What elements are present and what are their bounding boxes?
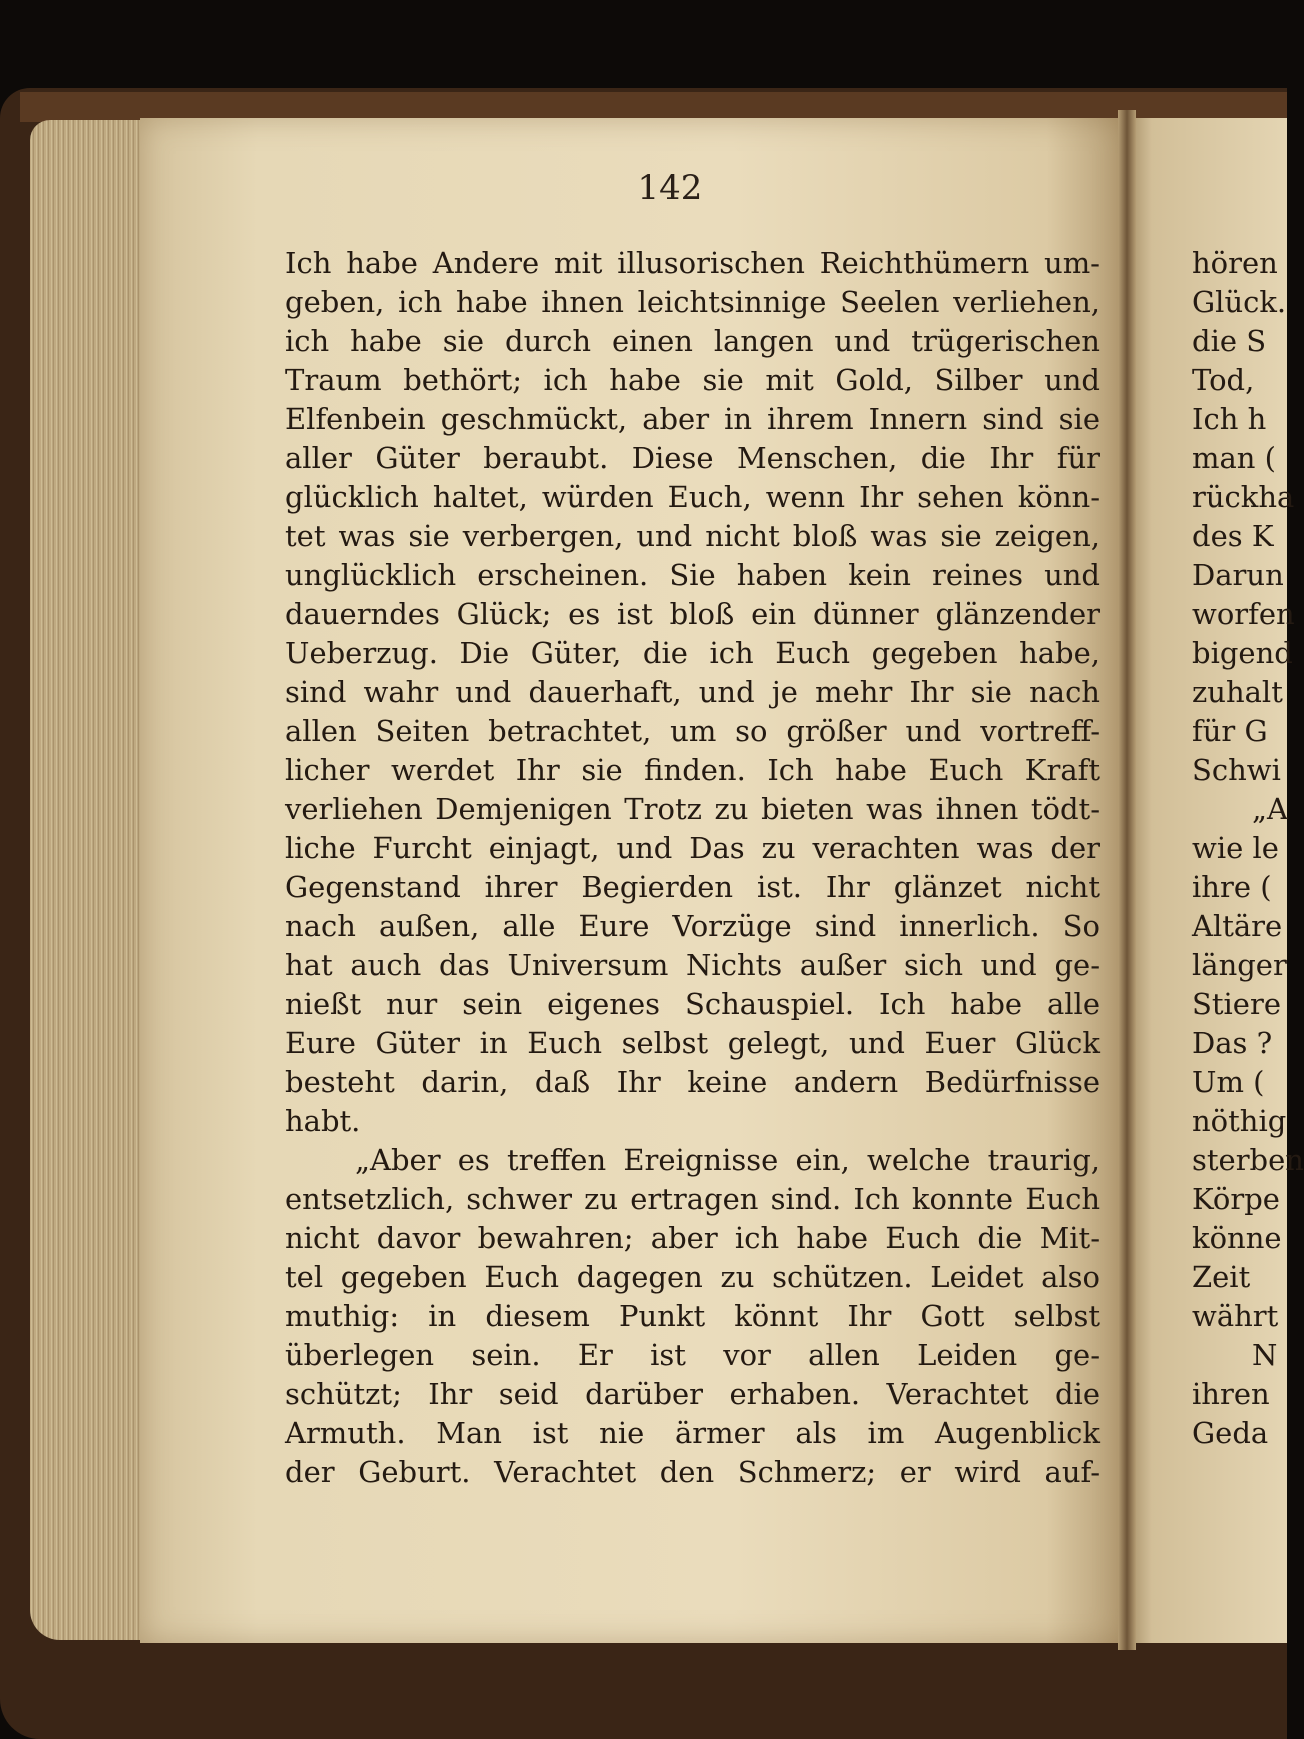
text-line: tel gegeben Euch dagegen zu schützen. Leidet also: [285, 1260, 1100, 1294]
text-line: besteht darin, daß Ihr keine andern Bedürfnisse: [285, 1065, 1100, 1099]
text-line: „A: [1252, 792, 1288, 826]
text-line: Zeit: [1192, 1260, 1251, 1294]
text-line: licher werdet Ihr sie finden. Ich habe Euch Kraft: [285, 753, 1100, 787]
text-line: länger: [1192, 948, 1287, 982]
text-line: wie le: [1192, 831, 1279, 865]
text-line: rückha: [1192, 480, 1295, 514]
text-line: nießt nur sein eigenes Schauspiel. Ich habe alle: [285, 987, 1100, 1021]
text-line: Das ?: [1192, 1026, 1273, 1060]
text-line: entsetzlich, schwer zu ertragen sind. Ich konnte Euch: [285, 1182, 1100, 1216]
text-line: sterben: [1192, 1143, 1304, 1177]
text-line: glücklich haltet, würden Euch, wenn Ihr sehen könn-: [285, 480, 1100, 514]
text-line: überlegen sein. Er ist vor allen Leiden ge-: [285, 1338, 1100, 1372]
text-line: nicht davor bewahren; aber ich habe Euch die Mit-: [285, 1221, 1100, 1255]
text-line: geben, ich habe ihnen leichtsinnige Seelen verliehen,: [285, 285, 1100, 319]
text-line: Ich habe Andere mit illusorischen Reichthümern um-: [285, 246, 1100, 280]
text-line: sind wahr und dauerhaft, und je mehr Ihr sie nach: [285, 675, 1100, 709]
text-line: man (: [1192, 441, 1276, 475]
text-line: aller Güter beraubt. Diese Menschen, die Ihr für: [285, 441, 1100, 475]
text-line: Elfenbein geschmückt, aber in ihrem Innern sind sie: [285, 402, 1100, 436]
text-line: liche Furcht einjagt, und Das zu verachten was der: [285, 831, 1100, 865]
text-line: habt.: [285, 1104, 361, 1138]
text-line: nöthig: [1192, 1104, 1287, 1138]
text-line: Armuth. Man ist nie ärmer als im Augenblick: [285, 1416, 1100, 1450]
text-line: schützt; Ihr seid darüber erhaben. Verachtet die: [285, 1377, 1100, 1411]
text-line: Ueberzug. Die Güter, die ich Euch gegeben habe,: [285, 636, 1100, 670]
text-line: Gegenstand ihrer Begierden ist. Ihr glänzet nicht: [285, 870, 1100, 904]
text-line: unglücklich erscheinen. Sie haben kein reines und: [285, 558, 1100, 592]
text-line: allen Seiten betrachtet, um so größer und vortreff-: [285, 714, 1100, 748]
text-line: Schwi: [1192, 753, 1281, 787]
text-line: Traum bethört; ich habe sie mit Gold, Silber und: [285, 363, 1100, 397]
text-line: ich habe sie durch einen langen und trügerischen: [285, 324, 1100, 358]
text-line: dauerndes Glück; es ist bloß ein dünner glänzender: [285, 597, 1100, 631]
text-line: der Geburt. Verachtet den Schmerz; er wird auf-: [285, 1455, 1100, 1489]
text-line: nach außen, alle Eure Vorzüge sind innerlich. So: [285, 909, 1100, 943]
text-line: für G: [1192, 714, 1268, 748]
text-line: die S: [1192, 324, 1267, 358]
text-line: Altäre: [1192, 909, 1283, 943]
text-line: ihre (: [1192, 870, 1272, 904]
text-line: könne: [1192, 1221, 1282, 1255]
right-page-text: [1192, 244, 1304, 1453]
book-gutter: [1118, 110, 1136, 1650]
text-line: Eure Güter in Euch selbst gelegt, und Euer Glück: [285, 1026, 1100, 1060]
text-line: des K: [1192, 519, 1274, 553]
page-edges: [30, 120, 150, 1640]
text-line: muthig: in diesem Punkt könnt Ihr Gott selbst: [285, 1299, 1100, 1333]
text-line: „Aber es treffen Ereignisse ein, welche traurig,: [355, 1143, 1100, 1177]
text-line: Geda: [1192, 1416, 1269, 1450]
text-line: hören: [1192, 246, 1278, 280]
text-line: Körpe: [1192, 1182, 1280, 1216]
text-line: Darun: [1192, 558, 1284, 592]
text-line: verliehen Demjenigen Trotz zu bieten was ihnen tödt-: [285, 792, 1100, 826]
text-line: zuhalt: [1192, 675, 1283, 709]
text-line: ihren: [1192, 1377, 1270, 1411]
text-line: Stiere: [1192, 987, 1281, 1021]
text-line: Glück.: [1192, 285, 1287, 319]
text-line: worfen: [1192, 597, 1295, 631]
text-line: bigend: [1192, 636, 1293, 670]
text-line: Um (: [1192, 1065, 1265, 1099]
page-number: 142: [637, 168, 703, 208]
text-line: Tod,: [1192, 363, 1255, 397]
text-line: Ich h: [1192, 402, 1267, 436]
left-page-text: [285, 244, 1100, 1492]
text-line: währt: [1192, 1299, 1279, 1333]
text-line: tet was sie verbergen, und nicht bloß was sie zeigen,: [285, 519, 1100, 553]
text-line: hat auch das Universum Nichts außer sich und ge-: [285, 948, 1100, 982]
text-line: N: [1252, 1338, 1278, 1372]
